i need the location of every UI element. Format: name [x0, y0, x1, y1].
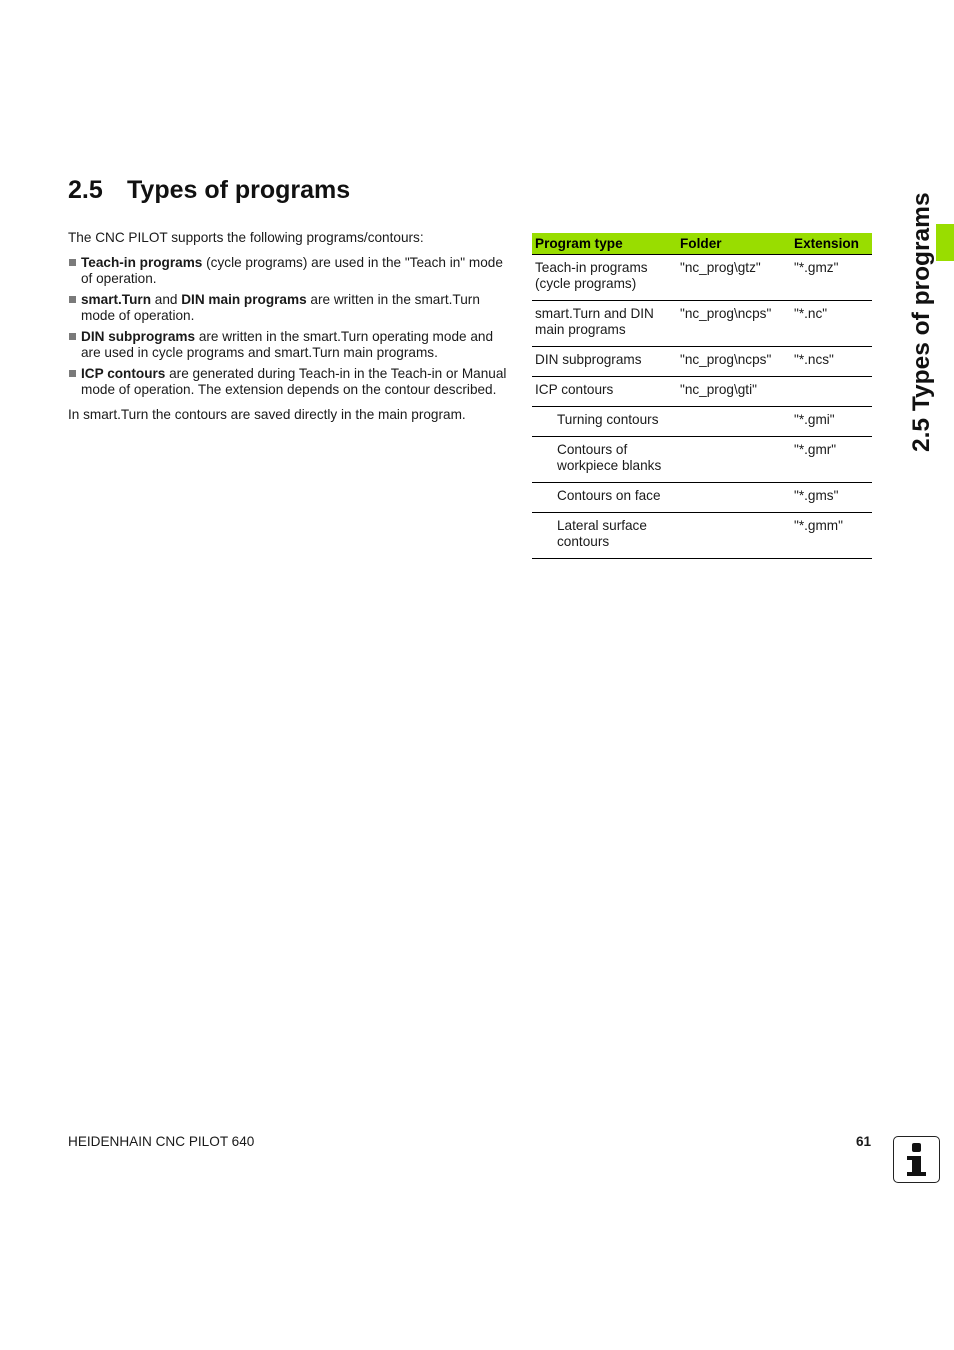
cell-extension: "*.gmr" [791, 437, 872, 483]
footer-product-name: HEIDENHAIN CNC PILOT 640 [68, 1134, 255, 1149]
page-number: 61 [856, 1134, 872, 1149]
bold-term: DIN subprograms [81, 329, 196, 344]
table-row [532, 347, 872, 377]
section-title: Types of programs [127, 176, 351, 204]
side-running-title: 2.5 Types of programs [908, 192, 935, 452]
column-header-extension: Extension [791, 233, 872, 255]
square-bullet-icon [69, 259, 76, 266]
cell-folder: "nc_prog\gtz" [677, 255, 791, 301]
cell-folder [677, 483, 791, 513]
cell-folder: "nc_prog\ncps" [677, 347, 791, 377]
item-text: are generated during Teach-in in the Teach-in or Manual mode of operation. The extension depends on the contour described. [81, 366, 507, 397]
section-number: 2.5 [68, 176, 103, 204]
cell-extension: "*.gmz" [791, 255, 872, 301]
program-types-table [532, 233, 872, 559]
item-text: (cycle programs) are used in the "Teach in" mode of operation. [81, 255, 503, 286]
cell-extension: "*.gmi" [791, 407, 872, 437]
list-item [68, 255, 510, 287]
cell-folder [677, 513, 791, 559]
cell-extension: "*.nc" [791, 301, 872, 347]
table-row [532, 301, 872, 347]
cell-program-type: Lateral surface contours [532, 513, 677, 559]
cell-program-type: DIN subprograms [532, 347, 677, 377]
cell-program-type: smart.Turn and DIN main programs [532, 301, 677, 347]
closing-paragraph: In smart.Turn the contours are saved directly in the main program. [68, 407, 466, 422]
cell-program-type: Contours of workpiece blanks [532, 437, 677, 483]
item-text: and [151, 292, 182, 307]
cell-folder [677, 437, 791, 483]
column-header-folder: Folder [677, 233, 791, 255]
table-row [532, 407, 872, 437]
item-text: are written in the smart.Turn mode of operation. [81, 292, 480, 323]
program-type-list [68, 255, 510, 398]
cell-extension: "*.gmm" [791, 513, 872, 559]
table-row [532, 255, 872, 301]
bold-term: ICP contours [81, 366, 166, 381]
table-row [532, 377, 872, 407]
section-heading [68, 176, 350, 205]
table-row [532, 437, 872, 483]
cell-program-type: Teach-in programs (cycle programs) [532, 255, 677, 301]
cell-extension [791, 377, 872, 407]
cell-extension: "*.gms" [791, 483, 872, 513]
item-text: are written in the smart.Turn operating mode and are used in cycle programs and smart.Turn main programs. [81, 329, 494, 360]
cell-program-type: Turning contours [532, 407, 677, 437]
bold-term: Teach-in programs [81, 255, 203, 270]
list-item [68, 292, 510, 324]
body-text [68, 230, 510, 432]
list-item [68, 329, 510, 361]
table-row [532, 513, 872, 559]
bold-term: DIN main programs [181, 292, 307, 307]
square-bullet-icon [69, 333, 76, 340]
cell-program-type: ICP contours [532, 377, 677, 407]
cell-extension: "*.ncs" [791, 347, 872, 377]
square-bullet-icon [69, 370, 76, 377]
column-header-program-type: Program type [532, 233, 677, 255]
table-header-row [532, 233, 872, 255]
cell-program-type: Contours on face [532, 483, 677, 513]
cell-folder: "nc_prog\gti" [677, 377, 791, 407]
cell-folder: "nc_prog\ncps" [677, 301, 791, 347]
intro-paragraph: The CNC PILOT supports the following programs/contours: [68, 230, 424, 245]
square-bullet-icon [69, 296, 76, 303]
chapter-tab-marker [936, 224, 954, 261]
bold-term: smart.Turn [81, 292, 151, 307]
list-item [68, 366, 510, 398]
cell-folder [677, 407, 791, 437]
table-row [532, 483, 872, 513]
info-icon [893, 1136, 940, 1183]
